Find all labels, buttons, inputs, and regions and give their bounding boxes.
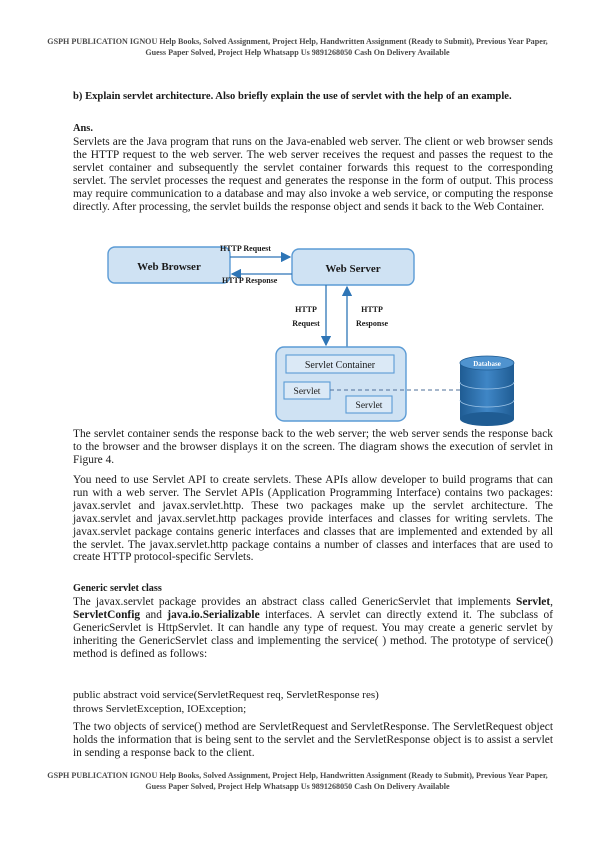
code-line-1: public abstract void service(ServletRequest req, ServletResponse res): [73, 689, 379, 701]
http-left-line1: HTTP: [295, 305, 317, 314]
servlet-container-label: Servlet Container: [304, 360, 376, 371]
paragraph-service-objects: The two objects of service() method are ServletRequest and ServletResponse. The ServletRequest object holds the information that is being sent to the servlet and the ServletResponse object is to assist a servlet in sending a response back to the client.: [73, 721, 553, 759]
p4-sep-1: ,: [550, 596, 553, 608]
p4-text-1: The javax.servlet package provides an abstract class called GenericServlet that implements: [73, 596, 516, 608]
http-request-label: HTTP Request: [220, 244, 271, 253]
database-label: Database: [473, 360, 501, 368]
question-heading: b) Explain servlet architecture. Also briefly explain the use of servlet with the help of an example.: [73, 91, 512, 102]
servlet-a-label: Servlet: [293, 387, 321, 397]
p4-bold-servletconfig: ServletConfig: [73, 608, 141, 621]
paragraph-generic-servlet: [73, 596, 553, 661]
servlet-architecture-diagram: [100, 237, 530, 427]
http-right-line1: HTTP: [361, 305, 383, 314]
paragraph-container-response: The servlet container sends the response back to the web server; the web server sends the response back to the browser and the browser displays it on the screen. The diagram shows the execution of servlet in Figure 4.: [73, 428, 553, 466]
answer-label: Ans.: [73, 123, 93, 134]
http-left-line2: Request: [292, 319, 320, 328]
p4-text-3: interfaces. A servlet can directly extend it. The subclass of GenericServlet is HttpServlet. It can handle any type of request. You may create a generic servlet by inheriting the GenericServlet class and implementing the service( ) method. The prototype of service() method is defined as follows:: [73, 608, 553, 660]
servlet-b-label: Servlet: [355, 401, 383, 411]
generic-servlet-heading: Generic servlet class: [73, 583, 162, 594]
service-method-prototype: [73, 688, 379, 716]
p4-bold-serializable: java.io.Serializable: [167, 608, 260, 621]
page-header: GSPH PUBLICATION IGNOU Help Books, Solved Assignment, Project Help, Handwritten Assignment (Ready to Submit), Previous Year Paper, Guess Paper Solved, Project Help Whatsapp Us 9891268050 Cash On Delivery Available: [47, 37, 548, 58]
code-line-2: throws ServletException, IOException;: [73, 703, 247, 715]
p4-text-2: and: [140, 608, 168, 621]
paragraph-servlet-api: You need to use Servlet API to create servlets. These APIs allow developer to build programs that can run with a web server. The Servlet APIs (Application Programming Interface) contains two packages: javax.servlet and javax.servlet.http. These two packages make up the servlet architecture. The javax.servlet and javax.servlet.http packages provide interfaces and classes for writing servlets. The javax.servlet package contains generic interfaces and classes that are implemented and extended by all the servlet. The javax.servlet.http package contains a number of classes and interfaces that are used to create HTTP protocol-specific Servlets.: [73, 474, 553, 564]
http-right-line2: Response: [355, 319, 389, 328]
p4-bold-servlet: Servlet: [515, 596, 551, 608]
web-browser-label: Web Browser: [137, 261, 201, 273]
http-response-label: HTTP Response: [222, 276, 278, 285]
paragraph-servlet-intro: Servlets are the Java program that runs on the Java-enabled web server. The client or web browser sends the HTTP request to the web server. The web server receives the request and passes the request to the servlet container and subsequently the servlet container forwards this request to the corresponding servlet. The servlet processes the request and generates the response in the form of output. This process may require communication to a database and may also invoke a web service, or computing the response directly. After processing, the servlet builds the response object and sends it back to the Web Container.: [73, 136, 553, 213]
web-server-label: Web Server: [325, 263, 381, 275]
page-footer: GSPH PUBLICATION IGNOU Help Books, Solved Assignment, Project Help, Handwritten Assignment (Ready to Submit), Previous Year Paper, Guess Paper Solved, Project Help Whatsapp Us 9891268050 Cash On Delivery Available: [47, 771, 548, 792]
